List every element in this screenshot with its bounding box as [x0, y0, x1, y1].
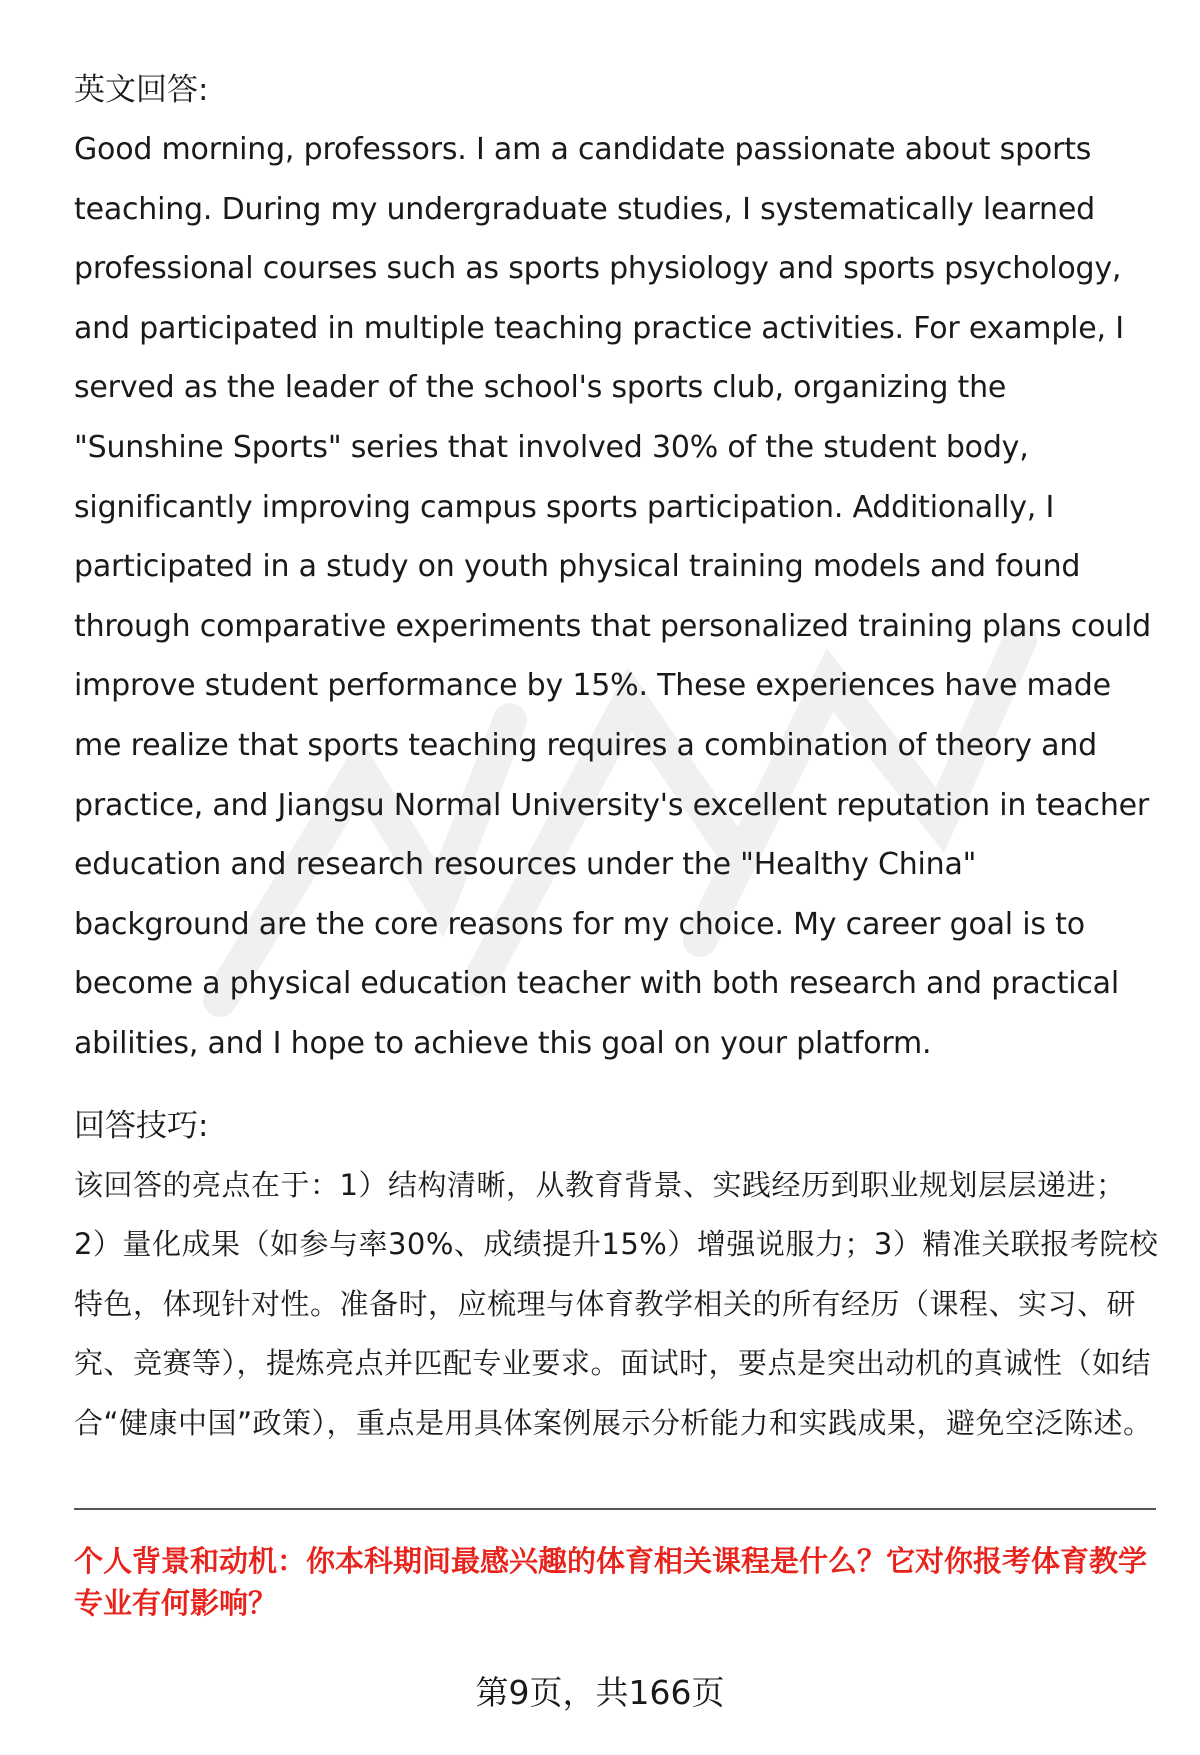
- next-question: 个人背景和动机：你本科期间最感兴趣的体育相关课程是什么？它对你报考体育教学专业有何影响？: [74, 1544, 1148, 1620]
- english-answer-text: Good morning, professors. I am a candidate passionate about sports teaching. During my undergraduate studies, I systematically learned professional courses such as sports physiology and sports psychology, and participated in multiple teaching practice activities. For example, I served as the leader of the school's sports club, organizing the "Sunshine Sports" series that involved 30% of the student body, significantly improving campus sports participation. Additionally, I participated in a study on youth physical training models and found through comparative experiments that personalized training plans could improve student performance by 15%. These experiences have made me realize that sports teaching requires a combination of theory and practice, and Jiangsu Normal University's excellent reputation in teacher education and research resources under the "Healthy China" background are the core reasons for my choice. My career goal is to become a physical education teacher with both research and practical abilities, and I hope to achieve this goal on your platform.: [74, 132, 1152, 1061]
- page-footer: 第9页，共166页: [475, 1673, 725, 1712]
- english-answer-label: 英文回答:: [74, 72, 209, 108]
- section-divider: [74, 1508, 1156, 1510]
- tips-text: 该回答的亮点在于：1）结构清晰，从教育背景、实践经历到职业规划层层递进；2）量化成果（如参与率30%、成绩提升15%）增强说服力；3）精准关联报考院校特色，体现针对性。准备时，应梳理与体育教学相关的所有经历（课程、实习、研究、竞赛等），提炼亮点并匹配专业要求。面试时，要点是突出动机的真诚性（如结合“健康中国”政策），重点是用具体案例展示分析能力和实践成果，避免空泛陈述。: [74, 1167, 1159, 1440]
- tips-label: 回答技巧:: [74, 1107, 209, 1144]
